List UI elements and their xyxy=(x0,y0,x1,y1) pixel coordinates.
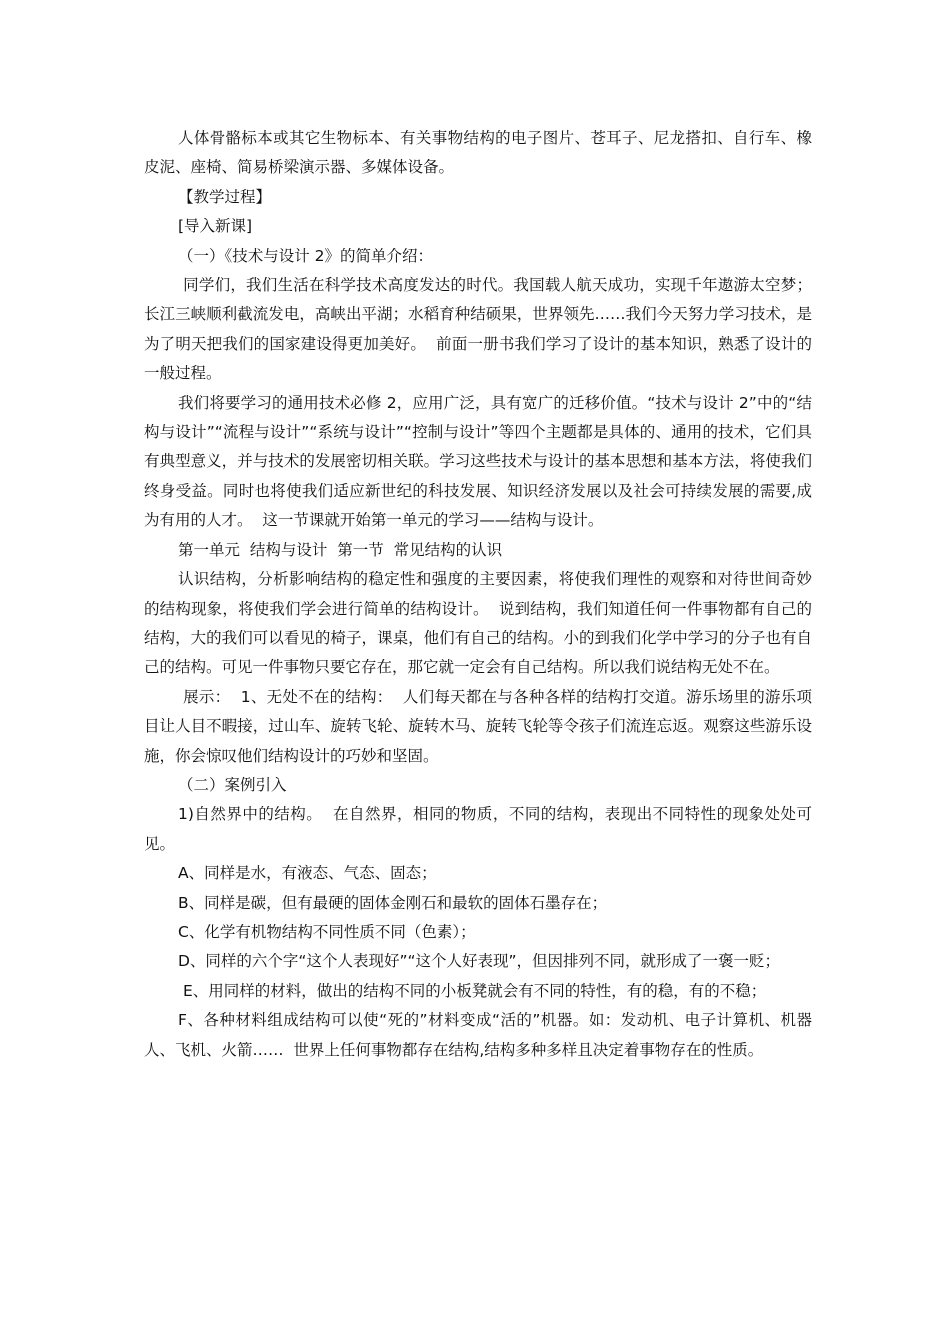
list-item-f: F、各种材料组成结构可以使“死的”材料变成“活的”机器。如：发动机、电子计算机、机器人、飞机、火箭…… 世界上任何事物都存在结构,结构多种多样且决定着事物存在的性质。 xyxy=(144,1011,812,1059)
paragraph-course-overview: 我们将要学习的通用技术必修 2，应用广泛，具有宽广的迁移价值。“技术与设计 2”中的“结构与设计”“流程与设计”“系统与设计”“控制与设计”等四个主题都是具体的、通用的技术，它们具有典型意义，并与技术的发展密切相关联。学习这些技术与设计的基本思想和基本方法，将使我们终身受益。同时也将使我们适应新世纪的科技发展、知识经济发展以及社会可持续发展的需要,成为有用的人才。 这一节课就开始第一单元的学习——结构与设计。 xyxy=(144,393,812,530)
paragraph-materials: 人体骨骼标本或其它生物标本、有关事物结构的电子图片、苍耳子、尼龙搭扣、自行车、橡皮泥、座椅、简易桥梁演示器、多媒体设备。 xyxy=(144,129,812,177)
subheading-case-intro: （二）案例引入 xyxy=(178,775,287,794)
paragraph-nature-structures: 1)自然界中的结构。 在自然界，相同的物质，不同的结构，表现出不同特性的现象处处可见。 xyxy=(144,805,812,853)
document-body xyxy=(144,124,812,1065)
heading-unit-one: 第一单元 结构与设计 第一节 常见结构的认识 xyxy=(178,540,503,559)
list-item-b: B、同样是碳，但有最硬的固体金刚石和最软的固体石墨存在； xyxy=(178,893,608,912)
heading-introduction: [导入新课] xyxy=(178,217,253,236)
paragraph-structure-intro: 认识结构，分析影响结构的稳定性和强度的主要因素，将使我们理性的观察和对待世间奇妙的结构现象，将使我们学会进行简单的结构设计。 说到结构，我们知道任何一件事物都有自己的结构，大的我们可以看见的椅子，课桌，他们有自己的结构。小的到我们化学中学习的分子也有自己的结构。可见一件事物只要它存在，那它就一定会有自己结构。所以我们说结构无处不在。 xyxy=(144,570,812,677)
list-item-d: D、同样的六个字“这个人表现好”“这个人好表现”，但因排列不同，就形成了一褒一贬； xyxy=(178,952,781,971)
paragraph-greeting: 同学们，我们生活在科学技术高度发达的时代。我国载人航天成功，实现千年遨游太空梦；长江三峡顺利截流发电，高峡出平湖；水稻育种结硕果，世界领先……我们今天努力学习技术，是为了明天把我们的国家建设得更加美好。 前面一册书我们学习了设计的基本知识，熟悉了设计的一般过程。 xyxy=(144,276,812,383)
paragraph-demonstration: 展示： 1、无处不在的结构： 人们每天都在与各种各样的结构打交道。游乐场里的游乐项目让人目不暇接，过山车、旋转飞轮、旋转木马、旋转飞轮等令孩子们流连忘返。观察这些游乐设施，你会惊叹他们结构设计的巧妙和坚固。 xyxy=(144,687,812,765)
list-item-c: C、化学有机物结构不同性质不同（色素）； xyxy=(178,922,476,941)
subheading-book-intro: （一）《技术与设计 2》的简单介绍： xyxy=(178,246,434,265)
list-item-a: A、同样是水，有液态、气态、固态； xyxy=(178,864,437,883)
heading-teaching-process: 【教学过程】 xyxy=(178,187,272,206)
list-item-e: E、用同样的材料，做出的结构不同的小板凳就会有不同的特性，有的稳，有的不稳； xyxy=(178,981,767,1000)
